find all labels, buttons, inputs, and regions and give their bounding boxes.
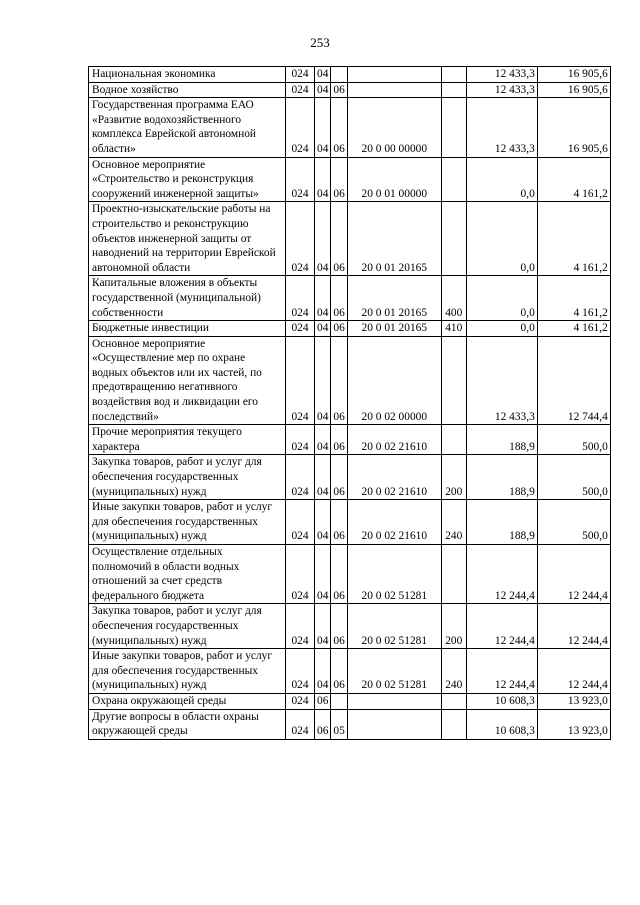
row-rz: 06 [315,693,331,709]
row-gr: 024 [286,649,315,694]
row-pr: 06 [331,455,347,500]
row-value-2: 12 244,4 [537,545,610,604]
row-csr [347,709,441,739]
row-gr: 024 [286,693,315,709]
row-csr: 20 0 02 21610 [347,425,441,455]
row-csr: 20 0 00 00000 [347,98,441,157]
row-value-2: 500,0 [537,455,610,500]
row-rz: 04 [315,157,331,202]
row-name: Иные закупки товаров, работ и услуг для обеспечения государственных (муниципальных) нужд [89,500,286,545]
row-pr: 06 [331,604,347,649]
table-row [89,336,611,425]
row-name: Прочие мероприятия текущего характера [89,425,286,455]
row-vr [441,425,466,455]
row-csr: 20 0 01 20165 [347,321,441,337]
table-row [89,693,611,709]
row-value-1: 12 433,3 [466,98,537,157]
row-rz: 04 [315,202,331,276]
row-value-2: 500,0 [537,425,610,455]
row-rz: 04 [315,98,331,157]
row-rz: 04 [315,276,331,321]
row-rz: 04 [315,336,331,425]
row-gr: 024 [286,82,315,98]
row-rz: 04 [315,500,331,545]
table-row [89,67,611,83]
row-vr [441,693,466,709]
row-gr: 024 [286,709,315,739]
row-pr: 06 [331,98,347,157]
row-rz: 04 [315,321,331,337]
row-name: Капитальные вложения в объекты государственной (муниципальной) собственности [89,276,286,321]
table-row [89,455,611,500]
row-csr: 20 0 02 21610 [347,455,441,500]
row-vr [441,157,466,202]
table-row [89,649,611,694]
table-row [89,500,611,545]
row-value-1: 12 433,3 [466,336,537,425]
row-value-2: 4 161,2 [537,276,610,321]
row-name: Государственная программа ЕАО «Развитие водохозяйственного комплекса Еврейской автономной области» [89,98,286,157]
row-name: Водное хозяйство [89,82,286,98]
row-vr: 200 [441,455,466,500]
row-value-1: 188,9 [466,455,537,500]
row-gr: 024 [286,336,315,425]
row-rz: 04 [315,425,331,455]
row-name: Закупка товаров, работ и услуг для обеспечения государственных (муниципальных) нужд [89,604,286,649]
row-value-1: 0,0 [466,276,537,321]
row-pr: 06 [331,82,347,98]
row-csr: 20 0 01 00000 [347,157,441,202]
row-csr: 20 0 02 00000 [347,336,441,425]
row-value-2: 12 244,4 [537,604,610,649]
table-row [89,157,611,202]
row-value-1: 188,9 [466,425,537,455]
table-row [89,321,611,337]
row-pr: 06 [331,425,347,455]
row-pr: 05 [331,709,347,739]
row-gr: 024 [286,500,315,545]
row-pr: 06 [331,500,347,545]
row-csr: 20 0 02 21610 [347,500,441,545]
row-value-1: 12 244,4 [466,545,537,604]
row-gr: 024 [286,545,315,604]
row-rz: 04 [315,649,331,694]
row-vr: 400 [441,276,466,321]
row-pr [331,693,347,709]
row-pr: 06 [331,649,347,694]
table-row [89,276,611,321]
row-value-2: 16 905,6 [537,67,610,83]
row-name: Основное мероприятие «Осуществление мер по охране водных объектов или их частей, по предотвращению негативного воздействия вод и ликвидации его последствий» [89,336,286,425]
row-pr: 06 [331,545,347,604]
row-value-2: 12 744,4 [537,336,610,425]
row-vr [441,202,466,276]
table-row [89,202,611,276]
row-vr: 240 [441,500,466,545]
row-gr: 024 [286,67,315,83]
row-csr [347,693,441,709]
row-value-2: 500,0 [537,500,610,545]
row-pr: 06 [331,276,347,321]
table-row [89,82,611,98]
row-gr: 024 [286,276,315,321]
row-gr: 024 [286,604,315,649]
table-body [89,67,611,740]
row-name: Осуществление отдельных полномочий в области водных отношений за счет средств федерального бюджета [89,545,286,604]
row-gr: 024 [286,455,315,500]
table-row [89,709,611,739]
row-vr [441,82,466,98]
row-pr: 06 [331,157,347,202]
row-name: Национальная экономика [89,67,286,83]
row-vr [441,545,466,604]
row-pr: 06 [331,202,347,276]
row-vr: 200 [441,604,466,649]
row-csr: 20 0 01 20165 [347,202,441,276]
row-vr [441,67,466,83]
row-value-1: 10 608,3 [466,709,537,739]
row-gr: 024 [286,202,315,276]
row-value-2: 13 923,0 [537,693,610,709]
page-number: 253 [310,35,330,50]
row-value-1: 12 244,4 [466,604,537,649]
row-value-2: 13 923,0 [537,709,610,739]
row-value-2: 4 161,2 [537,202,610,276]
row-value-1: 10 608,3 [466,693,537,709]
row-name: Основное мероприятие «Строительство и реконструкция сооружений инженерной защиты» [89,157,286,202]
row-pr: 06 [331,321,347,337]
row-name: Проектно-изыскательские работы на строительство и реконструкцию объектов инженерной защиты от наводнений на территории Еврейской автономной области [89,202,286,276]
row-value-2: 12 244,4 [537,649,610,694]
table-row [89,425,611,455]
row-name: Другие вопросы в области охраны окружающей среды [89,709,286,739]
row-value-1: 0,0 [466,157,537,202]
row-name: Охрана окружающей среды [89,693,286,709]
row-value-2: 16 905,6 [537,98,610,157]
row-value-2: 4 161,2 [537,321,610,337]
row-gr: 024 [286,98,315,157]
row-csr: 20 0 01 20165 [347,276,441,321]
row-value-1: 0,0 [466,321,537,337]
row-rz: 04 [315,604,331,649]
row-value-2: 4 161,2 [537,157,610,202]
row-vr [441,709,466,739]
row-pr: 06 [331,336,347,425]
budget-table [88,66,611,740]
row-vr [441,98,466,157]
row-value-1: 0,0 [466,202,537,276]
row-csr [347,67,441,83]
row-vr: 410 [441,321,466,337]
row-value-1: 188,9 [466,500,537,545]
row-name: Закупка товаров, работ и услуг для обеспечения государственных (муниципальных) нужд [89,455,286,500]
row-name: Иные закупки товаров, работ и услуг для обеспечения государственных (муниципальных) нужд [89,649,286,694]
row-rz: 06 [315,709,331,739]
table-row [89,545,611,604]
row-name: Бюджетные инвестиции [89,321,286,337]
row-pr [331,67,347,83]
row-csr [347,82,441,98]
row-rz: 04 [315,455,331,500]
row-csr: 20 0 02 51281 [347,545,441,604]
row-vr: 240 [441,649,466,694]
row-csr: 20 0 02 51281 [347,649,441,694]
row-vr [441,336,466,425]
table-row [89,98,611,157]
row-rz: 04 [315,67,331,83]
row-value-1: 12 244,4 [466,649,537,694]
table-row [89,604,611,649]
row-csr: 20 0 02 51281 [347,604,441,649]
row-gr: 024 [286,157,315,202]
row-gr: 024 [286,321,315,337]
row-rz: 04 [315,545,331,604]
row-gr: 024 [286,425,315,455]
row-value-1: 12 433,3 [466,67,537,83]
row-value-1: 12 433,3 [466,82,537,98]
row-rz: 04 [315,82,331,98]
row-value-2: 16 905,6 [537,82,610,98]
